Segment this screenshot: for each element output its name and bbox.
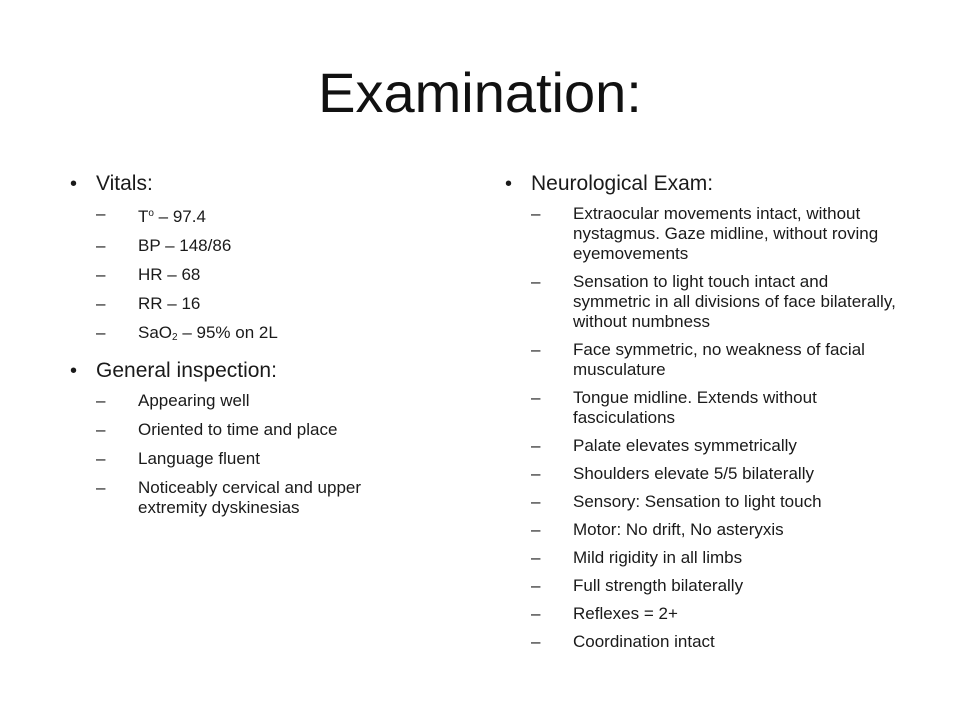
section-general-inspection — [70, 357, 430, 385]
list-item — [531, 388, 905, 428]
item-text: Appearing well — [138, 391, 250, 410]
item-text: – 95% on 2L — [177, 323, 278, 342]
right-column — [505, 170, 905, 660]
subscript: 2 — [172, 332, 178, 343]
dash-icon: – — [531, 492, 541, 511]
item-text: Palate elevates symmetrically — [573, 436, 797, 455]
section-heading: Vitals: — [96, 172, 153, 195]
item-text: Sensory: Sensation to light touch — [573, 492, 822, 511]
list-item — [531, 436, 905, 456]
superscript: o — [148, 208, 154, 219]
dash-icon: – — [531, 204, 541, 223]
dash-icon: – — [531, 520, 541, 539]
list-item — [96, 449, 430, 469]
list-item — [531, 520, 905, 540]
list-item — [96, 204, 430, 227]
dash-icon: – — [531, 632, 541, 651]
dash-icon: – — [96, 391, 106, 410]
item-text: – 97.4 — [153, 207, 206, 226]
section-vitals — [70, 170, 430, 198]
section-heading: General inspection: — [96, 359, 277, 382]
item-text: Oriented to time and place — [138, 420, 338, 439]
item-text: Shoulders elevate 5/5 bilaterally — [573, 464, 814, 483]
dash-icon: – — [96, 265, 106, 284]
dash-icon: – — [531, 388, 541, 407]
dash-icon: – — [96, 294, 106, 313]
dash-icon: – — [96, 204, 106, 223]
item-text: BP – 148/86 — [138, 236, 232, 255]
dash-icon: – — [531, 464, 541, 483]
list-item — [96, 323, 430, 348]
list-item — [531, 632, 905, 652]
bullet-icon: • — [505, 173, 513, 195]
list-item — [96, 236, 430, 256]
list-item — [96, 294, 430, 314]
list-item — [96, 478, 430, 518]
dash-icon: – — [96, 323, 106, 342]
list-item — [531, 604, 905, 624]
list-item — [531, 340, 905, 380]
item-text: Full strength bilaterally — [573, 576, 744, 595]
dash-icon: – — [531, 576, 541, 595]
item-text: Coordination intact — [573, 632, 715, 651]
dash-icon: – — [96, 478, 106, 497]
item-text: HR – 68 — [138, 265, 201, 284]
item-text: Face symmetric, no weakness of facial musculature — [573, 340, 865, 379]
dash-icon: – — [96, 236, 106, 255]
slide-title: Examination: — [318, 61, 642, 124]
list-item — [531, 272, 905, 332]
item-text: Noticeably cervical and upper extremity dyskinesias — [138, 478, 362, 517]
item-text: Mild rigidity in all limbs — [573, 548, 743, 567]
item-text: Language fluent — [138, 449, 260, 468]
general-inspection-list — [96, 391, 430, 518]
list-item — [96, 391, 430, 411]
item-text: Extraocular movements intact, without nystagmus. Gaze midline, without roving eyemovements — [573, 204, 879, 263]
list-item — [531, 464, 905, 484]
list-item — [531, 548, 905, 568]
list-item — [531, 204, 905, 264]
dash-icon: – — [531, 436, 541, 455]
list-item — [96, 265, 430, 285]
bullet-icon: • — [70, 360, 78, 382]
dash-icon: – — [96, 449, 106, 468]
dash-icon: – — [531, 604, 541, 623]
dash-icon: – — [531, 340, 541, 359]
item-text: SaO — [138, 323, 173, 342]
section-heading: Neurological Exam: — [531, 172, 714, 195]
item-text: Sensation to light touch intact and symmetric in all divisions of face bilaterally, without numbness — [573, 272, 896, 331]
list-item — [531, 492, 905, 512]
neurological-exam-list — [531, 204, 905, 652]
item-text: Reflexes = 2+ — [573, 604, 678, 623]
item-text: T — [138, 207, 149, 226]
left-column — [70, 170, 430, 527]
vitals-list — [96, 204, 430, 348]
dash-icon: – — [531, 272, 541, 291]
item-text: RR – 16 — [138, 294, 201, 313]
list-item — [531, 576, 905, 596]
list-item — [96, 420, 430, 440]
section-neurological-exam — [505, 170, 905, 198]
item-text: Motor: No drift, No asteryxis — [573, 520, 784, 539]
dash-icon: – — [531, 548, 541, 567]
bullet-icon: • — [70, 173, 78, 195]
item-text: Tongue midline. Extends without fasciculations — [573, 388, 817, 427]
dash-icon: – — [96, 420, 106, 439]
